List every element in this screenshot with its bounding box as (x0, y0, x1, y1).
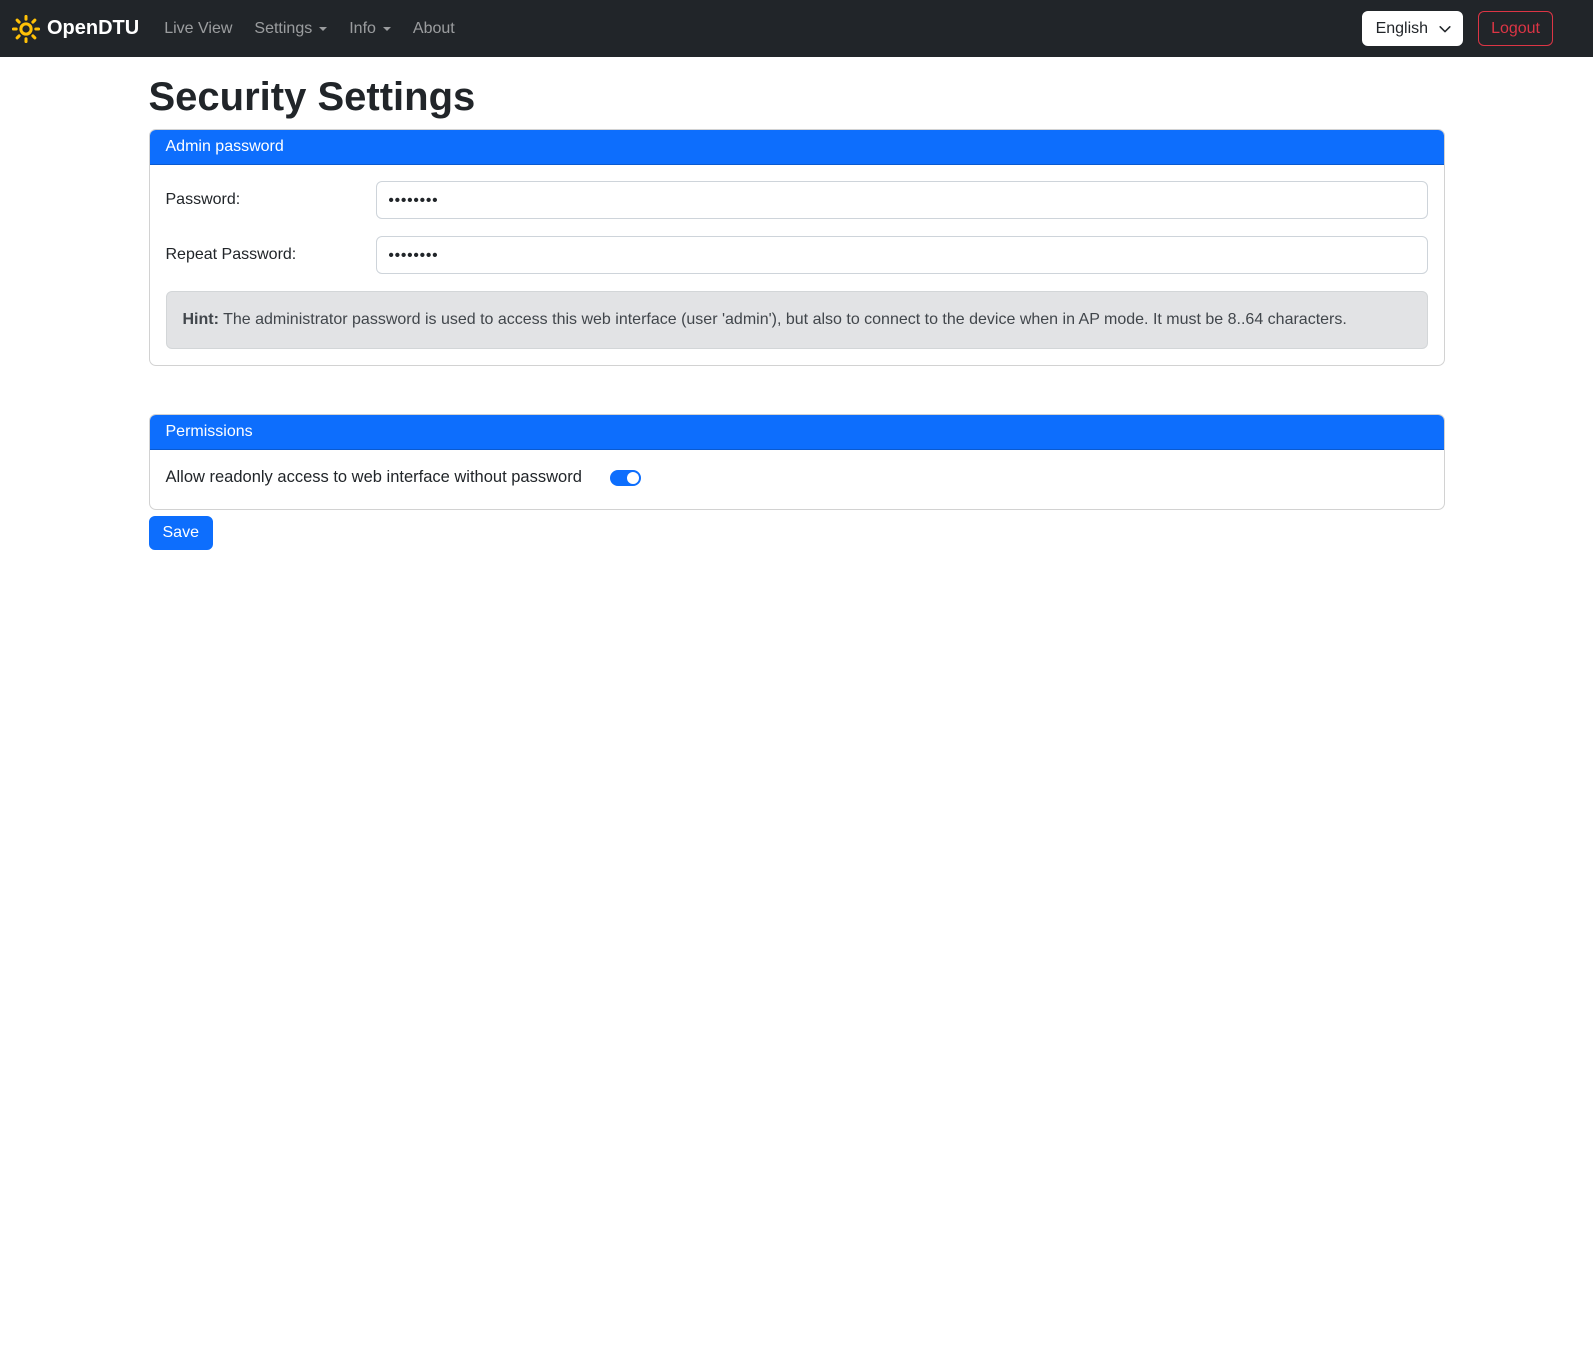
navbar-right (1362, 11, 1553, 46)
main-content (137, 73, 1457, 550)
chevron-down-icon (383, 27, 391, 31)
brand-label: OpenDTU (47, 17, 140, 39)
language-select[interactable] (1362, 11, 1463, 46)
nav-item-settings[interactable]: Settings (246, 12, 335, 46)
save-button[interactable]: Save (149, 516, 213, 550)
chevron-down-icon (319, 27, 327, 31)
nav-item-info[interactable]: Info (341, 12, 399, 46)
readonly-access-row (166, 466, 1428, 493)
permissions-card (149, 414, 1445, 510)
password-hint (166, 291, 1428, 349)
toggle-knob (627, 472, 639, 484)
password-row (166, 181, 1428, 219)
admin-password-card-header: Admin password (150, 130, 1444, 165)
readonly-access-toggle[interactable] (610, 470, 641, 486)
navbar-left (12, 12, 466, 46)
page-title: Security Settings (148, 75, 476, 119)
readonly-access-label: Allow readonly access to web interface without password (165, 468, 582, 486)
sun-icon (12, 15, 40, 43)
password-label: Password: (165, 191, 241, 208)
repeat-password-row (166, 236, 1428, 274)
password-input[interactable] (376, 181, 1428, 219)
logout-button[interactable]: Logout (1478, 11, 1553, 46)
permissions-card-header: Permissions (150, 415, 1444, 450)
nav-item-about[interactable]: About (412, 19, 455, 37)
hint-label: Hint: (182, 311, 219, 328)
hint-text: The administrator password is used to access this web interface (user 'admin'), but also to connect to the device when in AP mode. It must be 8..64 characters. (218, 311, 1347, 328)
admin-password-card-body (150, 165, 1444, 365)
language-select-value: English (1375, 19, 1429, 37)
permissions-card-body (150, 450, 1444, 509)
repeat-password-input[interactable] (376, 236, 1428, 274)
navbar (0, 0, 1593, 57)
chevron-down-icon (1438, 22, 1452, 36)
brand-link[interactable] (12, 15, 139, 43)
repeat-password-label: Repeat Password: (165, 246, 297, 263)
nav-item-live-view[interactable]: Live View (164, 19, 233, 37)
admin-password-card (149, 129, 1445, 366)
